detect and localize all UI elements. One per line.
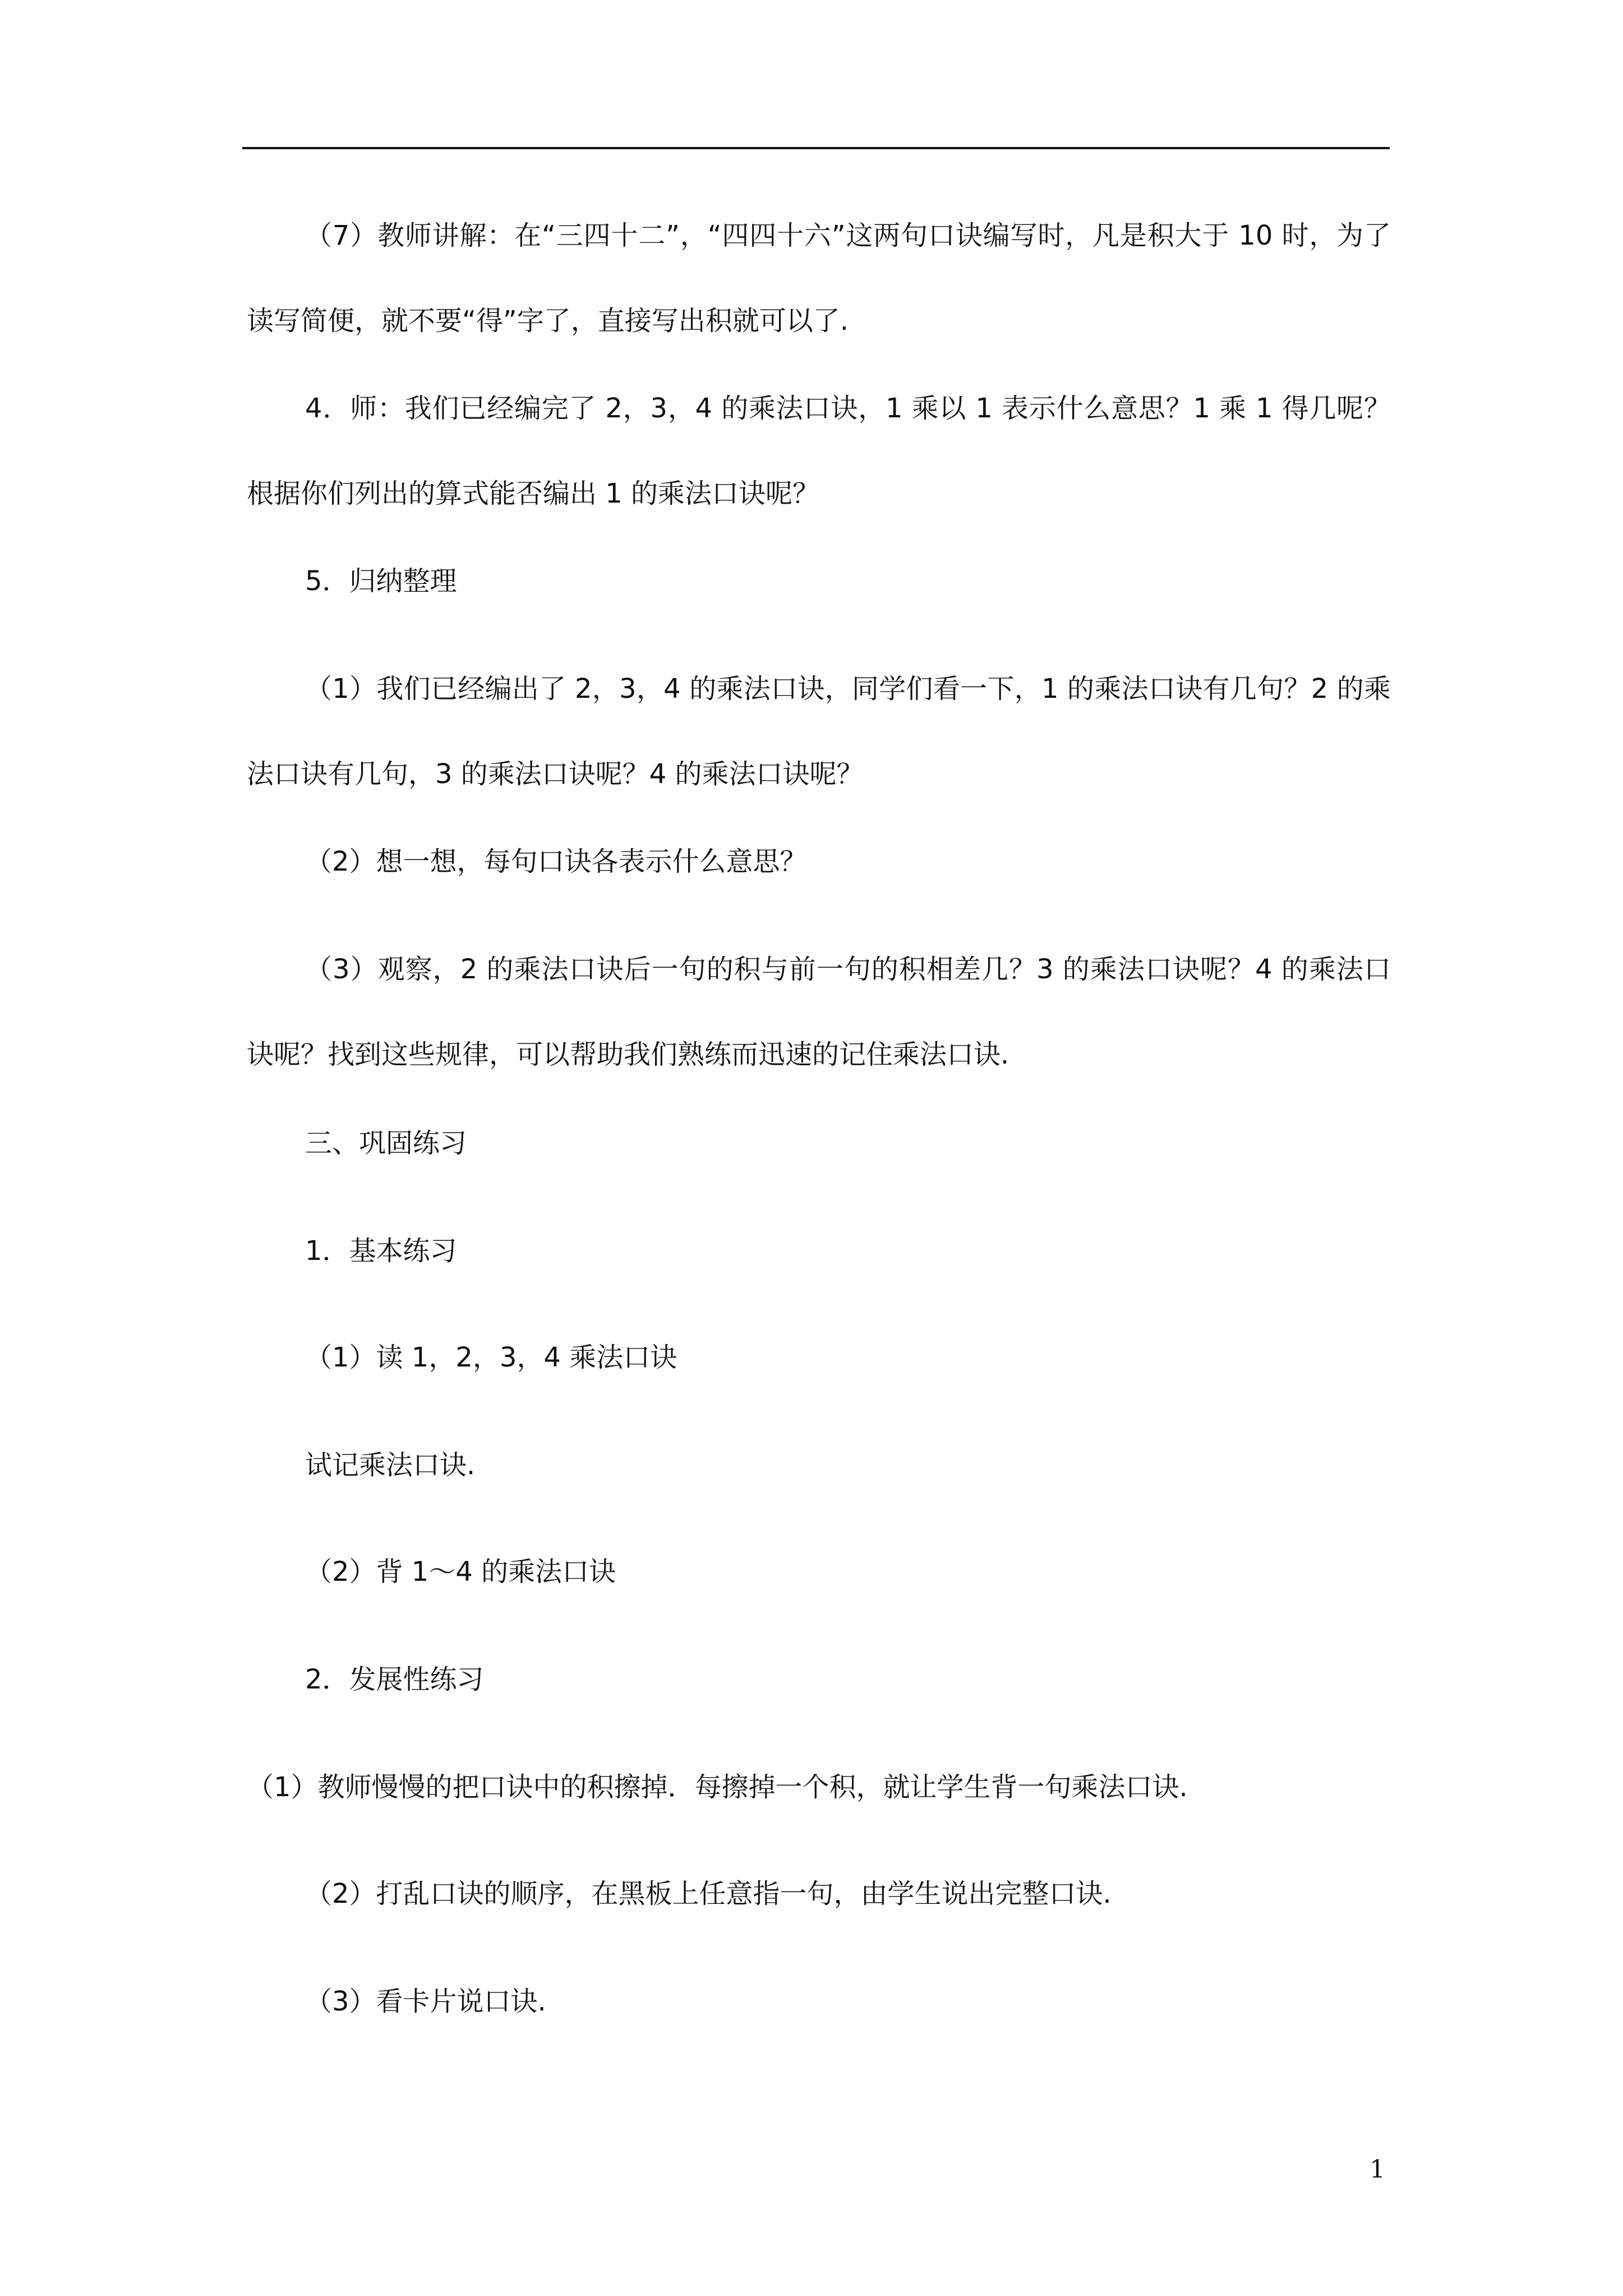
paragraph-summary-2: （2）想一想，每句口诀各表示什么意思？ bbox=[305, 846, 807, 877]
paragraph-step-5-heading: 5．归纳整理 bbox=[305, 565, 457, 597]
paragraph-erase-products: （1）教师慢慢的把口诀中的积擦掉．每擦掉一个积，就让学生背一句乘法口诀. bbox=[247, 1772, 1188, 1803]
paragraph-recite-tables: （2）背 1～4 的乘法口诀 bbox=[305, 1556, 616, 1588]
section-heading-practice: 三、巩固练习 bbox=[305, 1128, 467, 1159]
paragraph-teacher-explanation: （7）教师讲解：在“三四十二”，“四四十六”这两句口诀编写时，凡是积大于 10 时，为了读写简便，就不要“得”字了，直接写出积就可以了. bbox=[247, 220, 1391, 337]
paragraph-basic-practice: 1．基本练习 bbox=[305, 1235, 457, 1267]
paragraph-developmental-practice: 2．发展性练习 bbox=[305, 1664, 484, 1695]
paragraph-shuffle-order: （2）打乱口诀的顺序，在黑板上任意指一句，由学生说出完整口诀. bbox=[305, 1878, 1112, 1910]
page-number: 1 bbox=[1370, 2155, 1385, 2184]
header-rule bbox=[242, 147, 1390, 149]
paragraph-step-4: 4．师：我们已经编完了 2，3，4 的乘法口诀，1 乘以 1 表示什么意思？1 乘 1 得几呢？根据你们列出的算式能否编出 1 的乘法口诀呢？ bbox=[247, 393, 1391, 509]
paragraph-card-recitation: （3）看卡片说口诀. bbox=[305, 1986, 546, 2017]
paragraph-try-memorize: 试记乘法口诀. bbox=[305, 1450, 476, 1481]
paragraph-summary-3: （3）观察，2 的乘法口诀后一句的积与前一句的积相差几？3 的乘法口诀呢？4 的乘法口诀呢？找到这些规律，可以帮助我们熟练而迅速的记住乘法口诀. bbox=[247, 954, 1391, 1070]
paragraph-read-tables: （1）读 1，2，3，4 乘法口诀 bbox=[305, 1342, 677, 1373]
paragraph-summary-1: （1）我们已经编出了 2，3，4 的乘法口诀，同学们看一下，1 的乘法口诀有几句？2 的乘法口诀有几句，3 的乘法口诀呢？4 的乘法口诀呢？ bbox=[247, 673, 1391, 790]
